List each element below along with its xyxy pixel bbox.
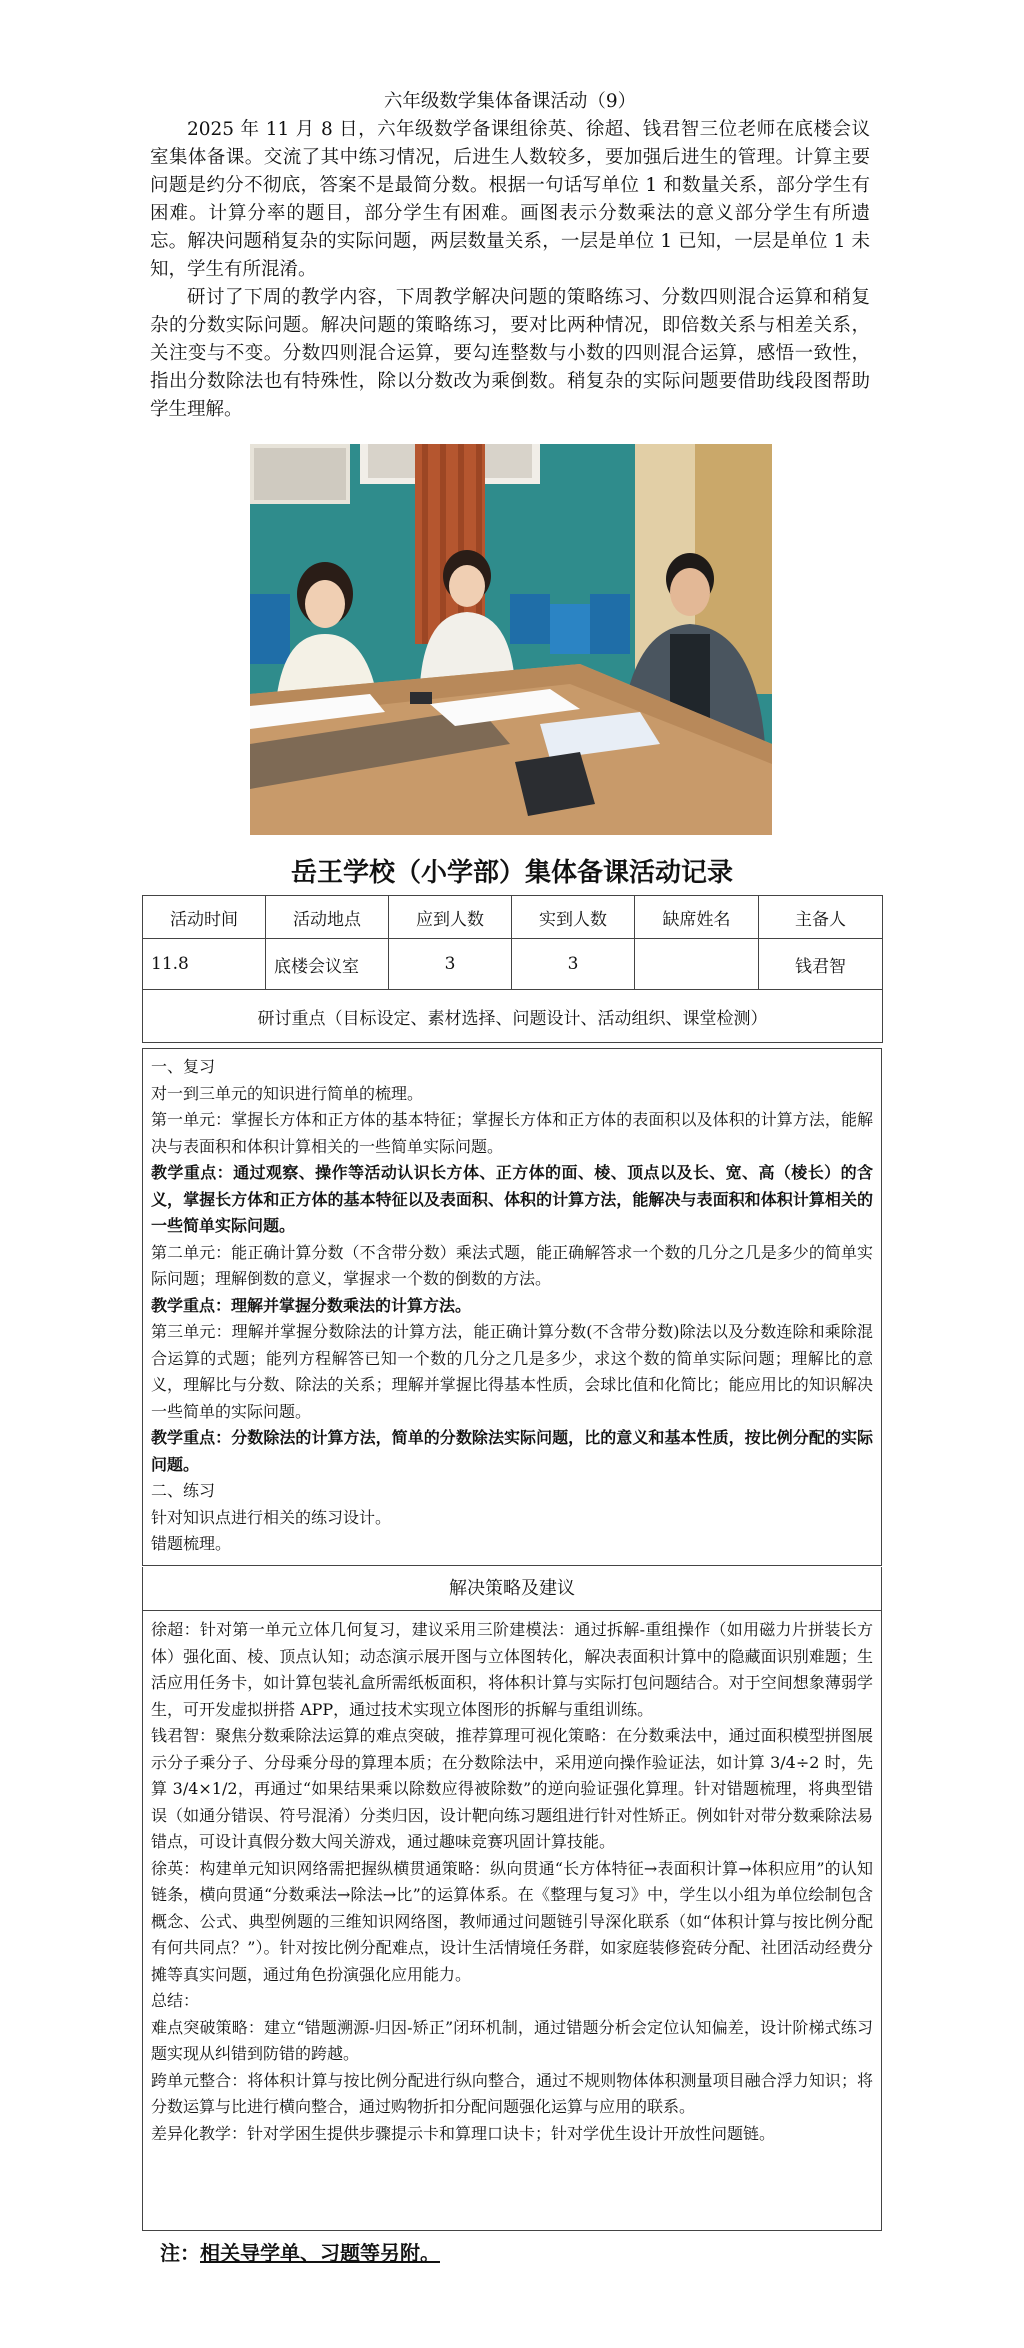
record-header-row xyxy=(143,896,883,939)
value-activity-time: 11.8 xyxy=(143,939,266,990)
content-line-bold: 教学重点：分数除法的计算方法，简单的分数除法实际问题，比的意义和基本性质，按比例分配的实际问题。 xyxy=(151,1428,873,1474)
header-lead-preparer: 主备人 xyxy=(759,896,883,939)
strategy-paragraph: 差异化教学：针对学困生提供步骤提示卡和算理口诀卡；针对学优生设计开放性问题链。 xyxy=(151,2123,776,2143)
strategy-paragraph: 跨单元整合：将体积计算与按比例分配进行纵向整合，通过不规则物体体积测量项目融合浮力知识；将分数运算与比进行横向整合，通过购物折扣分配问题强化运算与应用的联系。 xyxy=(151,2070,873,2116)
strategy-paragraph: 徐超：针对第一单元立体几何复习，建议采用三阶建模法：通过拆解-重组操作（如用磁力片拼装长方体）强化面、棱、顶点认知；动态演示展开图与立体图转化，解决表面积计算中的隐藏面识别难题；生活应用任务卡，如计算包装礼盒所需纸板面积，将体积计算与实际打包问题结合。对于空间想象薄弱学生，可开发虚拟拼搭 APP，通过技术实现立体图形的拆解与重组训练。 xyxy=(151,1620,873,1719)
intro-section xyxy=(150,88,870,424)
header-activity-time: 活动时间 xyxy=(143,896,266,939)
header-actual-count: 实到人数 xyxy=(512,896,635,939)
content-line: 错题梳理。 xyxy=(151,1534,232,1553)
strategy-paragraph: 徐英：构建单元知识网络需把握纵横贯通策略：纵向贯通“长方体特征→表面积计算→体积应用”的认知链条，横向贯通“分数乘法→除法→比”的运算体系。在《整理与复习》中，学生以小组为单位绘制包含概念、公式、典型例题的三维知识网络图，教师通过问题链引导深化联系（如“体积计算与按比例分配有何共同点？”）。针对按比例分配难点，设计生活情境任务群，如家庭装修瓷砖分配、社团活动经费分摊等真实问题，通过角色扮演强化应用能力。 xyxy=(151,1858,873,1984)
footer-note xyxy=(160,2237,440,2266)
intro-paragraph-2: 研讨了下周的教学内容，下周教学解决问题的策略练习、分数四则混合运算和稍复杂的分数实际问题。解决问题的策略练习，要对比两种情况，即倍数关系与相差关系，关注变与不变。分数四则混合运算，要勾连整数与小数的四则混合运算，感悟一致性，指出分数除法也有特殊性，除以分数改为乘倒数。稍复杂的实际问题要借助线段图帮助学生理解。 xyxy=(150,287,870,420)
content-line-bold: 教学重点：理解并掌握分数乘法的计算方法。 xyxy=(151,1295,472,1315)
focus-header: 研讨重点（目标设定、素材选择、问题设计、活动组织、课堂检测） xyxy=(143,990,883,1043)
value-lead-preparer: 钱君智 xyxy=(759,939,883,990)
content-line: 第三单元：理解并掌握分数除法的计算方法，能正确计算分数(不含带分数)除法以及分数连除和乘除混合运算的式题；能列方程解答已知一个数的几分之几是多少，求这个数的简单实际问题；理解比的意义，理解比与分数、除法的关系；理解并掌握比得基本性质，会球比值和化简比；能应用比的知识解决一些简单的实际问题。 xyxy=(151,1322,873,1421)
content-line: 第一单元：掌握长方体和正方体的基本特征；掌握长方体和正方体的表面积以及体积的计算方法，能解决与表面积和体积计算相关的一些简单实际问题。 xyxy=(151,1110,873,1156)
intro-title: 六年级数学集体备课活动（9） xyxy=(383,91,637,112)
value-absent-names xyxy=(635,939,759,990)
record-value-row xyxy=(143,939,883,990)
meeting-photo xyxy=(250,444,772,835)
value-activity-location: 底楼会议室 xyxy=(266,939,389,990)
content-line-bold: 教学重点：通过观察、操作等活动认识长方体、正方体的面、棱、顶点以及长、宽、高（棱长）的含义，掌握长方体和正方体的基本特征以及表面积、体积的计算方法，能解决与表面积和体积计算相关的一些简单实际问题。 xyxy=(151,1163,873,1235)
focus-header-row xyxy=(143,990,883,1043)
focus-content xyxy=(142,1048,882,1566)
content-line: 第二单元：能正确计算分数（不含带分数）乘法式题，能正确解答求一个数的几分之几是多少的简单实际问题；理解倒数的意义，掌握求一个数的倒数的方法。 xyxy=(151,1242,873,1288)
record-table xyxy=(142,895,883,1043)
strategy-content xyxy=(142,1611,882,2231)
strategy-paragraph: 总结： xyxy=(151,1991,200,2010)
value-expected-count: 3 xyxy=(389,939,512,990)
meeting-photo-illustration xyxy=(250,444,772,835)
strategy-paragraph: 钱君智：聚焦分数乘除法运算的难点突破，推荐算理可视化策略：在分数乘法中，通过面积模型拼图展示分子乘分子、分母乘分母的算理本质；在分数除法中，采用逆向操作验证法，如计算 3/4÷2 时，先算 3/4×1/2，再通过“如果结果乘以除数应得被除数”的逆向验证强化算理。针对错题梳理，将典型错误（如通分错误、符号混淆）分类归因，设计靶向练习题组进行针对性矫正。例如针对带分数乘除法易错点，可设计真假分数大闯关游戏，通过趣味竞赛巩固计算技能。 xyxy=(151,1726,873,1851)
content-line: 二、练习 xyxy=(151,1481,216,1500)
header-absent-names: 缺席姓名 xyxy=(635,896,759,939)
header-activity-location: 活动地点 xyxy=(266,896,389,939)
content-line: 对一到三单元的知识进行简单的梳理。 xyxy=(151,1083,424,1103)
record-title: 岳王学校（小学部）集体备课活动记录 xyxy=(290,858,733,888)
content-line: 针对知识点进行相关的练习设计。 xyxy=(151,1507,392,1527)
content-line: 一、复习 xyxy=(151,1057,216,1076)
strategy-paragraph: 难点突破策略：建立“错题溯源-归因-矫正”闭环机制，通过错题分析会定位认知偏差，设计阶梯式练习题实现从纠错到防错的跨越。 xyxy=(151,2017,873,2063)
note-text: 相关导学单、习题等另附。 xyxy=(200,2241,440,2265)
value-actual-count: 3 xyxy=(512,939,635,990)
note-prefix: 注： xyxy=(160,2241,200,2265)
strategy-header: 解决策略及建议 xyxy=(142,1567,882,1611)
intro-paragraph-1: 2025 年 11 月 8 日，六年级数学备课组徐英、徐超、钱君智三位老师在底楼会议室集体备课。交流了其中练习情况，后进生人数较多，要加强后进生的管理。计算主要问题是约分不彻底，答案不是最简分数。根据一句话写单位 1 和数量关系，部分学生有困难。计算分率的题目，部分学生有困难。画图表示分数乘法的意义部分学生有所遗忘。解决问题稍复杂的实际问题，两层数量关系，一层是单位 1 已知，一层是单位 1 未知，学生有所混淆。 xyxy=(150,119,870,280)
header-expected-count: 应到人数 xyxy=(389,896,512,939)
